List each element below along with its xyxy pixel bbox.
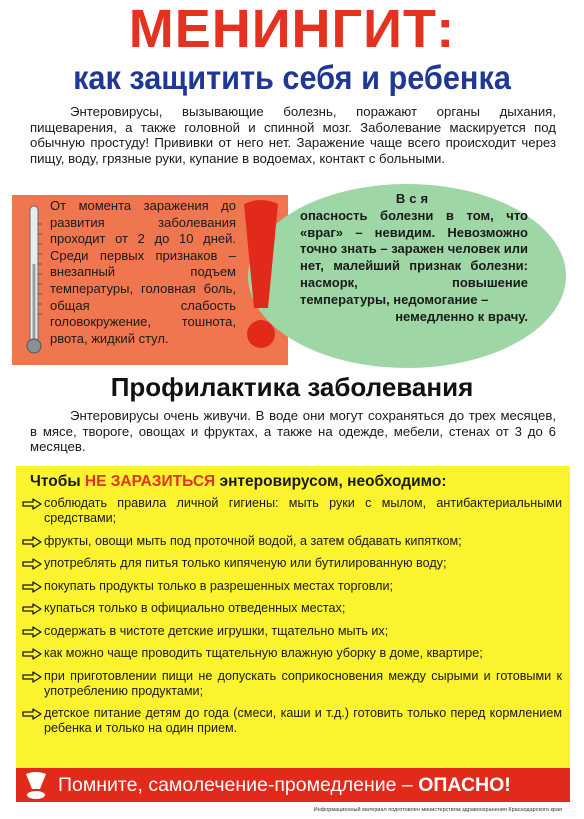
rules-heading-post: энтеровирусом, необходимо: (215, 473, 447, 490)
warning-icon (20, 770, 52, 800)
thermometer-icon (23, 204, 45, 356)
list-item (22, 646, 562, 661)
poster-subtitle: как защитить себя и ребенка (73, 59, 511, 96)
list-item (22, 624, 562, 639)
list-item-text: фрукты, овощи мыть под проточной водой, а затем обдавать кипятком; (44, 533, 462, 548)
list-item (22, 706, 562, 736)
list-item-text: покупать продукты только в разрешенных местах торговли; (44, 578, 394, 593)
arrow-right-icon (22, 498, 42, 510)
exclamation-icon (236, 196, 286, 356)
rules-heading (30, 472, 560, 492)
danger-text-body: опасность болезни в том, что «враг» – невидим. Невозможно точно знать – заражен человек или нет, малейший признак болезни: насморк, повышение температуры, недомогание – (300, 207, 528, 307)
list-item-text: при приготовлении пищи не допускать соприкосновения между сырыми и готовыми к употреблению продуктами; (44, 668, 562, 698)
list-item-text: употреблять для питья только кипяченую или бутилированную воду; (44, 556, 447, 570)
list-item-text: детское питание детям до года (смеси, каши и т.д.) готовить только перед кормлением ребенка и только на один прием. (44, 706, 562, 735)
list-item (22, 534, 562, 549)
list-item-text: содержать в чистоте детские игрушки, тщательно мыть их; (44, 623, 389, 638)
arrow-right-icon (22, 603, 42, 615)
arrow-right-icon (22, 536, 42, 548)
warning-text-main: Помните, самолечение-промедление – (58, 774, 419, 796)
danger-text-first: Вся (395, 191, 433, 206)
list-item-text: купаться только в официально отведенных местах; (44, 601, 346, 615)
list-item (22, 579, 562, 594)
arrow-right-icon (22, 708, 42, 720)
list-item-text: соблюдать правила личной гигиены: мыть руки с мылом, антибактериальными средствами; (44, 496, 562, 525)
arrow-right-icon (22, 626, 42, 638)
arrow-right-icon (22, 671, 42, 683)
rules-list (22, 496, 562, 744)
list-item-text: как можно чаще проводить тщательную влажную уборку в доме, квартире; (44, 646, 483, 660)
list-item (22, 496, 562, 526)
arrow-right-icon (22, 558, 42, 570)
danger-text (300, 191, 528, 325)
danger-text-last: немедленно к врачу. (395, 308, 528, 324)
warning-text-bold: ОПАСНО! (418, 774, 511, 796)
poster-title: МЕНИНГИТ: (128, 0, 456, 59)
warning-text (58, 770, 562, 800)
list-item (22, 601, 562, 616)
prevention-paragraph: Энтеровирусы очень живучи. В воде они могут сохраняться до трех месяцев, в мясе, твороге, овощах и фруктах, а также на одежде, мебели, стенах от 3 до 6 месяцев. (30, 408, 556, 455)
footer-note: Информационный материал подготовлен министерством здравоохранения Краснодарского края (313, 807, 562, 813)
list-item (22, 669, 562, 699)
rules-heading-highlight: НЕ ЗАРАЗИТЬСЯ (84, 473, 216, 490)
list-item (22, 556, 562, 571)
arrow-right-icon (22, 581, 42, 593)
rules-heading-pre: Чтобы (30, 473, 85, 490)
arrow-right-icon (22, 648, 42, 660)
intro-paragraph: Энтеровирусы, вызывающие болезнь, поражают органы дыхания, пищеварения, а также головной и спинной мозг. Заболевание маскируется под обычную простуду! Прививки от него нет. Заражение чаще всего происходит через пищу, воду, грязные руки, купание в водоемах, контакт с больными. (30, 104, 556, 166)
incubation-text: От момента заражения до развития заболевания проходит от 2 до 10 дней. Среди первых признаков – внезапный подъем температуры, головная боль, общая слабость головокружение, тошнота, рвота, жидкий стул. (50, 198, 236, 346)
prevention-heading: Профилактика заболевания (110, 372, 474, 402)
